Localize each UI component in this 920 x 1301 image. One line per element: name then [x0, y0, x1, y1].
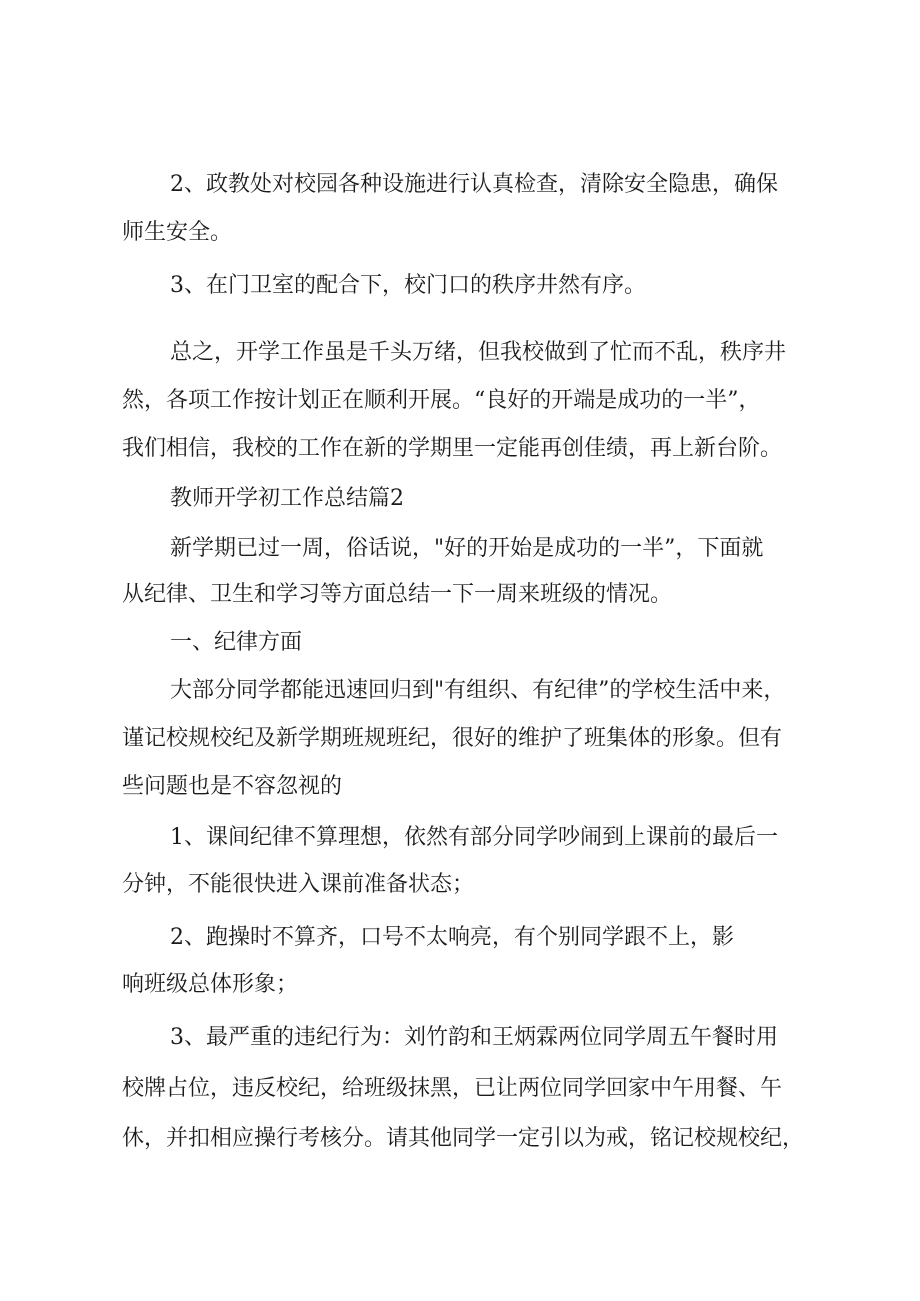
paragraph-line: 1、课间纪律不算理想，依然有部分同学吵闹到上课前的最后一 [170, 825, 778, 850]
subsection-heading: 一、纪律方面 [170, 630, 303, 655]
paragraph-line: 师生安全。 [122, 220, 233, 245]
paragraph-line: 2、跑操时不算齐，口号不太响亮，有个别同学跟不上，影 [170, 925, 734, 950]
paragraph-line: 3、最严重的违纪行为：刘竹韵和王炳霖两位同学周五午餐时用 [170, 1025, 778, 1050]
paragraph-line: 然，各项工作按计划正在顺利开展。“良好的开端是成功的一半”， [122, 388, 761, 413]
paragraph-line: 3、在门卫室的配合下，校门口的秩序井然有序。 [170, 273, 646, 298]
paragraph-line: 我们相信，我校的工作在新的学期里一定能再创佳绩，再上新台阶。 [122, 436, 783, 461]
paragraph-line: 校牌占位，违反校纪，给班级抹黑，已让两位同学回家中午用餐、午 [122, 1076, 783, 1101]
paragraph-line: 些问题也是不容忽视的 [122, 774, 343, 799]
paragraph-line: 从纪律、卫生和学习等方面总结一下一周来班级的情况。 [122, 582, 673, 607]
section-heading: 教师开学初工作总结篇2 [170, 486, 404, 511]
paragraph-line: 响班级总体形象； [122, 972, 299, 997]
paragraph-line: 谨记校规校纪及新学期班规班纪，很好的维护了班集体的形象。但有 [122, 726, 783, 751]
paragraph-line: 总之，开学工作虽是千头万绪，但我校做到了忙而不乱，秩序井 [170, 340, 787, 365]
paragraph-line: 分钟，不能很快进入课前准备状态； [122, 872, 475, 897]
paragraph-line: 新学期已过一周，俗话说，"好的开始是成功的一半”，下面就 [170, 536, 764, 561]
paragraph-line: 休，并扣相应操行考核分。请其他同学一定引以为戒，铭记校规校纪， [122, 1126, 805, 1151]
paragraph-line: 2、政教处对校园各种设施进行认真检查，清除安全隐患，确保 [170, 172, 778, 197]
paragraph-line: 大部分同学都能迅速回归到"有组织、有纪律”的学校生活中来， [170, 678, 786, 703]
